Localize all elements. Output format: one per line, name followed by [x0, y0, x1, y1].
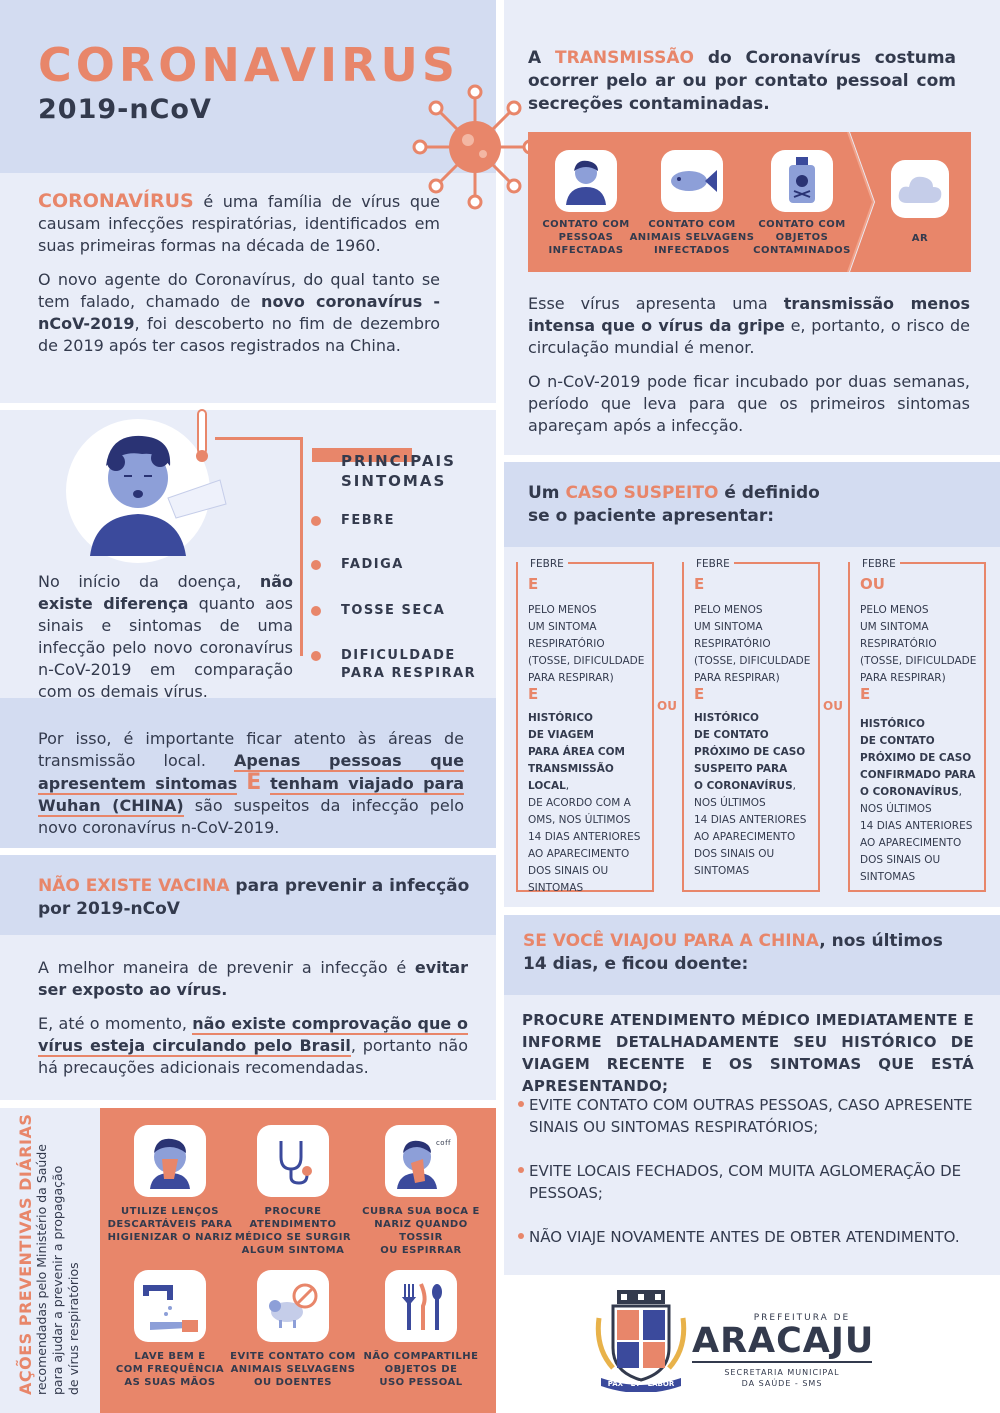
cutlery-icon	[393, 1278, 449, 1334]
symptom-fadiga: FADIGA	[341, 557, 404, 572]
transmission-text: Esse vírus apresenta uma transmissão menos intensa que o vírus da gripe e, portanto, o risco de circulação mundial é menor. O n-CoV-2019 pode ficar incubado por duas semanas, período que leva para que os primeiros sintomas apareçam após a infecção.	[528, 294, 971, 435]
page-title: CORONAVIRUS	[38, 38, 459, 92]
china-bullet-2: EVITE LOCAIS FECHADOS, COM MUITA AGLOMERAÇÃO DE PESSOAS;	[518, 1160, 978, 1204]
handwash-icon	[142, 1278, 198, 1334]
intro-section	[38, 190, 440, 357]
suspect-criteria-2: FEBRE E PELO MENOS UM SINTOMA RESPIRATÓRIO (TOSSE, DIFICULDADE PARA RESPIRAR) E HISTÓRICO DE CONTATO PRÓXIMO DE CASO SUSPEITO PARA O CORONAVÍRUS, NOS ÚLTIMOS 14 DIAS ANTERIORES AO APARECIMENTO DOS SINAIS OU SINTOMAS	[682, 562, 820, 892]
symptoms-title: PRINCIPAIS SINTOMAS	[341, 452, 456, 490]
person-icon	[564, 157, 608, 205]
transmission-animais: CONTATO COM ANIMAIS SELVAGENS INFECTADOS	[628, 150, 756, 257]
suspect-criteria-3: FEBRE OU PELO MENOS UM SINTOMA RESPIRATÓRIO (TOSSE, DIFICULDADE PARA RESPIRAR) E HISTÓRICO DE CONTATO PRÓXIMO DE CASO CONFIRMADO PARA O CORONAVÍRUS, NOS ÚLTIMOS 14 DIAS ANTERIORES AO APARECIMENTO DOS SINAIS OU SINTOMAS	[848, 562, 986, 892]
acao-cubra-boca: coff CUBRA SUA BOCA E NARIZ QUANDO TOSSIR OU ESPIRRAR	[356, 1125, 486, 1257]
fish-icon	[667, 166, 717, 196]
intro-text-b: novo coronavírus - nCoV-2019	[38, 292, 440, 333]
symptoms-text: No início da doença, não existe diferença quanto aos sinais e sintomas de uma infecção pelo novo coronavírus n-CoV-2019 em comparação com os demais vírus.	[38, 572, 294, 701]
acao-nao-compartilhe: NÃO COMPARTILHE OBJETOS DE USO PESSOAL	[356, 1270, 486, 1389]
logo-text: PREFEITURA DE ARACAJU SECRETARIA MUNICIPAL DA SAÚDE - SMS	[692, 1313, 875, 1388]
transmission-pessoas: CONTATO COM PESSOAS INFECTADAS	[536, 150, 636, 257]
acao-evite-animais: EVITE CONTATO COM ANIMAIS SELVAGENS OU DOENTES	[228, 1270, 358, 1389]
attention-text: Por isso, é importante ficar atento às áreas de transmissão local. Apenas pessoas que apresentem sintomas E tenham viajado para Wuhan (CHINA) são suspeitos da infecção pelo novo coronavírus n-CoV-2019.	[38, 729, 464, 837]
intro-paragraph-1	[38, 190, 440, 257]
transmission-objetos: CONTATO COM OBJETOS CONTAMINADOS	[752, 150, 852, 257]
china-title: SE VOCÊ VIAJOU PARA A CHINA, nos últimos 14 dias, e ficou doente:	[523, 931, 943, 974]
china-bullet-3: NÃO VIAJE NOVAMENTE ANTES DE OBTER ATENDIMENTO.	[518, 1226, 978, 1248]
suspect-title: Um CASO SUSPEITO é definido se o paciente apresentar:	[528, 483, 820, 526]
transmission-ar: AR	[880, 160, 960, 245]
suspect-criteria-1: FEBRE E PELO MENOS UM SINTOMA RESPIRATÓRIO (TOSSE, DIFICULDADE PARA RESPIRAR) E HISTÓRICO DE VIAGEM PARA ÁREA COM TRANSMISSÃO LOCAL, DE ACORDO COM A OMS, NOS ÚLTIMOS 14 DIAS ANTERIORES AO APARECIMENTO DOS SINAIS OU SINTOMAS	[516, 562, 654, 892]
intro-paragraph-2	[38, 269, 440, 357]
cough-text: coff	[435, 1139, 451, 1147]
symptom-dificuldade: DIFICULDADE PARA RESPIRAR	[341, 648, 477, 681]
acao-lave-maos: LAVE BEM E COM FREQUÊNCIA AS SUAS MÃOS	[105, 1270, 235, 1389]
suspect-or-2: OU	[823, 699, 843, 713]
symptom-tosse: TOSSE SECA	[341, 603, 446, 618]
intro-highlight: CORONAVÍRUS	[38, 190, 194, 212]
acoes-title-block: AÇÕES PREVENTIVAS DIÁRIAS recomendadas pelo Ministério da Saúde para ajudar a prevenir a propagação de vírus respiratórios	[16, 1113, 81, 1395]
tissue-icon	[142, 1133, 198, 1189]
intro-text-c: , foi descoberto no fim de dezembro de 2019 após ter casos registrados na China.	[38, 314, 440, 355]
intro-text: é uma família de vírus que causam infecções respiratórias, identificados em suas primeiras formas na década de 1960.	[38, 192, 440, 255]
china-instructions: PROCURE ATENDIMENTO MÉDICO IMEDIATAMENTE E INFORME DETALHADAMENTE SEU HISTÓRICO DE VIAGEM RECENTE E OS SINTOMAS QUE ESTÁ APRESENTANDO;	[522, 1011, 974, 1095]
stethoscope-icon	[265, 1133, 321, 1189]
page-subtitle: 2019-nCoV	[38, 94, 212, 125]
acao-lencos: UTILIZE LENÇOS DESCARTÁVEIS PARA HIGIENIZAR O NARIZ	[105, 1125, 235, 1244]
suspect-or-1: OU	[657, 699, 677, 713]
china-bullet-1: EVITE CONTATO COM OUTRAS PESSOAS, CASO APRESENTE SINAIS OU SINTOMAS RESPIRATÓRIOS;	[518, 1094, 978, 1138]
acao-atendimento: PROCURE ATENDIMENTO MÉDICO SE SURGIR ALGUM SINTOMA	[228, 1125, 358, 1257]
symptom-febre: FEBRE	[341, 513, 396, 528]
sick-person-illustration	[50, 406, 230, 566]
logo-motto: PAX ET LABOR	[607, 1380, 675, 1388]
bottle-icon	[785, 157, 819, 205]
aracaju-coat-of-arms-icon	[595, 1288, 687, 1392]
transmission-intro: A TRANSMISSÃO do Coronavírus costuma ocorrer pelo ar ou por contato pessoal com secreções contaminadas.	[528, 48, 957, 114]
vaccine-text: A melhor maneira de prevenir a infecção é evitar ser exposto ao vírus. E, até o momento, não existe comprovação que o vírus esteja circulando pelo Brasil, portanto não há precauções adicionais recomendadas.	[38, 958, 468, 1077]
intro-text-a: O novo agente do Coronavírus, do qual tanto se tem falado, chamado de	[38, 270, 440, 311]
china-bullets	[518, 1094, 978, 1248]
no-sheep-icon	[265, 1278, 321, 1334]
cloud-icon	[897, 173, 943, 205]
vaccine-title: NÃO EXISTE VACINA para prevenir a infecção por 2019-nCoV	[38, 876, 470, 919]
